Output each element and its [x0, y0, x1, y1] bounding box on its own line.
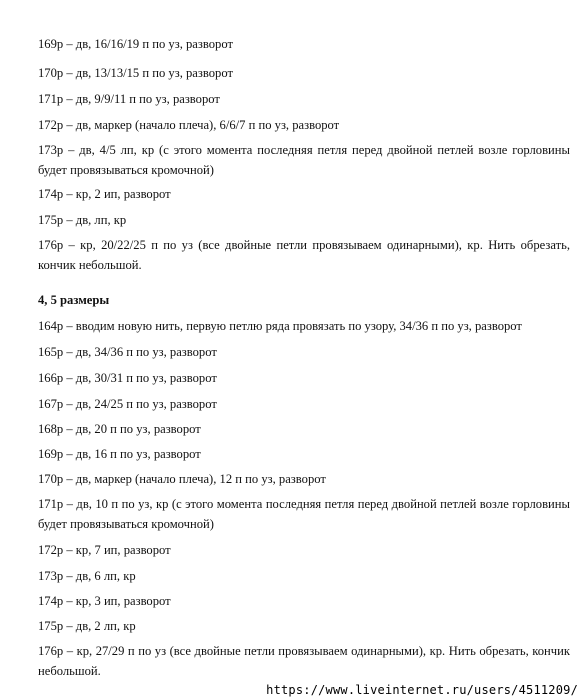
row-174-sizes-1-3: 174р – кр, 2 ип, разворот — [38, 187, 171, 201]
row-176-sizes-1-3: 176р – кр, 20/22/25 п по уз (все двойные петли провязываем одинарными), кр. Нить обрезать, кончик небольшой. — [38, 238, 570, 272]
row-172-sizes-4-5: 172р – кр, 7 ип, разворот — [38, 543, 171, 557]
row-171-sizes-4-5: 171р – дв, 10 п по уз, кр (с этого момента последняя петля перед двойной петлей возле горловины будет провязываться кромочной) — [38, 497, 570, 531]
row-175-sizes-4-5: 175р – дв, 2 лп, кр — [38, 619, 136, 633]
row-169-sizes-1-3: 169р – дв, 16/16/19 п по уз, разворот — [38, 37, 233, 51]
row-168-sizes-4-5: 168р – дв, 20 п по уз, разворот — [38, 422, 201, 436]
row-164-sizes-4-5: 164р – вводим новую нить, первую петлю ряда провязать по узору, 34/36 п по уз, разворот — [38, 319, 522, 333]
row-172-sizes-1-3: 172р – дв, маркер (начало плеча), 6/6/7 п по уз, разворот — [38, 118, 340, 132]
section-heading-sizes-4-5: 4, 5 размеры — [38, 293, 110, 307]
row-170-sizes-4-5: 170р – дв, маркер (начало плеча), 12 п по уз, разворот — [38, 472, 326, 486]
row-170-sizes-1-3: 170р – дв, 13/13/15 п по уз, разворот — [38, 66, 233, 80]
row-167-sizes-4-5: 167р – дв, 24/25 п по уз, разворот — [38, 397, 217, 411]
row-173-sizes-1-3: 173р – дв, 4/5 лп, кр (с этого момента последняя петля перед двойной петлей возле горловины будет провязываться кромочной) — [38, 143, 570, 177]
source-url-watermark: https://www.liveinternet.ru/users/4511209/ — [266, 683, 578, 697]
row-173-sizes-4-5: 173р – дв, 6 лп, кр — [38, 569, 136, 583]
row-166-sizes-4-5: 166р – дв, 30/31 п по уз, разворот — [38, 371, 217, 385]
row-175-sizes-1-3: 175р – дв, лп, кр — [38, 213, 127, 227]
row-176-sizes-4-5: 176р – кр, 27/29 п по уз (все двойные петли провязываем одинарными), кр. Нить обрезать, кончик небольшой. — [38, 644, 570, 678]
row-169-sizes-4-5: 169р – дв, 16 п по уз, разворот — [38, 447, 201, 461]
row-174-sizes-4-5: 174р – кр, 3 ип, разворот — [38, 594, 171, 608]
row-165-sizes-4-5: 165р – дв, 34/36 п по уз, разворот — [38, 345, 217, 359]
row-171-sizes-1-3: 171р – дв, 9/9/11 п по уз, разворот — [38, 92, 220, 106]
